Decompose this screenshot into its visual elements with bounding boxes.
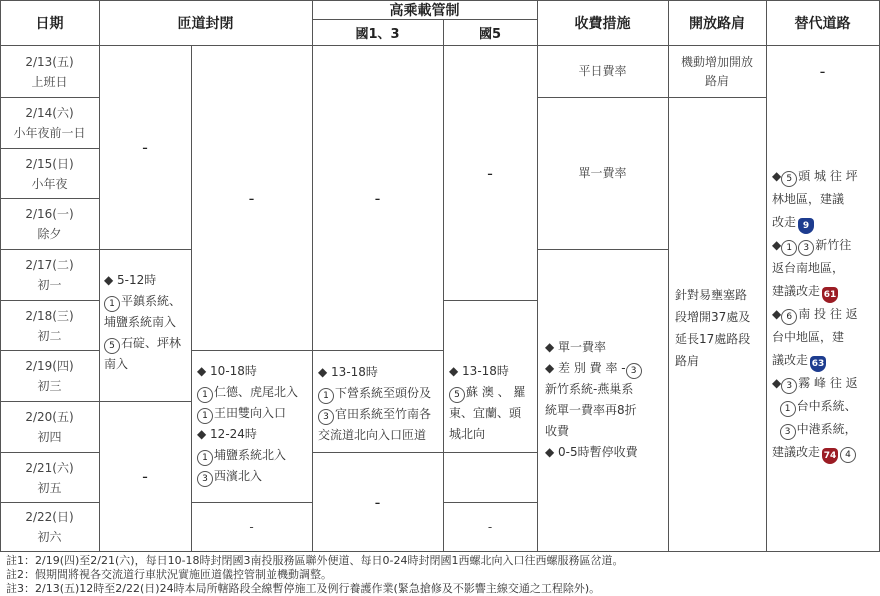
alt-text: 返台南地區， xyxy=(772,261,845,275)
table-rule xyxy=(312,350,443,351)
footnote: 註2：假期間將視各交流道行車狀況實施匝道儀控管制並機動調整。 xyxy=(6,568,332,581)
date-text: 2/17(二) xyxy=(25,258,74,272)
date-cell xyxy=(0,98,99,148)
date-cell xyxy=(0,199,99,249)
date-text: 2/19(四) xyxy=(25,359,74,373)
hov-freeway-5-none: - xyxy=(487,163,493,183)
day-label: 小年夜前一日 xyxy=(13,126,86,140)
toll-text: ◆ 單一費率 xyxy=(545,340,607,354)
date-cell xyxy=(0,250,99,300)
toll-item xyxy=(545,358,643,379)
date-text: 2/14(六) xyxy=(25,106,74,120)
shoulder-text: 路肩 xyxy=(675,354,700,368)
closure-text: 南入 xyxy=(104,357,129,371)
hov-freeway-5-none: - xyxy=(487,519,493,534)
alt-text: 新竹往 xyxy=(815,238,852,252)
closure-item xyxy=(197,445,298,466)
header-hov-freeway-5: 國5 xyxy=(478,26,502,42)
freeway-5-icon: 5 xyxy=(781,171,797,187)
date-cell xyxy=(0,351,99,401)
toll-text: 統單一費率再8折 xyxy=(545,403,637,417)
hov-time: ◆ 13-18時 xyxy=(449,364,509,378)
alt-text: 建議改走 xyxy=(772,284,821,298)
hov-item xyxy=(318,404,431,425)
alt-text: 林地區，建議 xyxy=(772,192,845,206)
shoulder-extension-block xyxy=(675,284,750,372)
toll-text: 收費 xyxy=(545,424,570,438)
table-rule xyxy=(0,551,880,552)
freeway-4-icon: 4 xyxy=(840,447,856,463)
toll-weekday-rate: 平日費率 xyxy=(578,64,627,78)
provincial-highway-9-icon: 9 xyxy=(798,218,814,234)
hov-freeway-1-3-none: - xyxy=(374,492,381,512)
alt-item xyxy=(772,441,858,464)
alt-item xyxy=(772,211,858,234)
hov-freeway-1-3-block xyxy=(318,362,431,446)
header-alternate-routes: 替代道路 xyxy=(794,15,851,32)
ramp-closure-none: - xyxy=(142,138,148,157)
freeway-3-icon: 3 xyxy=(780,424,796,440)
table-rule xyxy=(537,249,668,250)
day-label: 初一 xyxy=(37,278,62,292)
day-label: 上班日 xyxy=(31,74,68,89)
header-shoulder-opening: 開放路肩 xyxy=(689,15,745,32)
closure-text: 仁德、虎尾北入 xyxy=(214,385,299,399)
hov-time: ◆ 13-18時 xyxy=(318,365,378,379)
alt-text: 中港系統， xyxy=(796,422,857,436)
date-text: 2/13(五) xyxy=(25,54,74,69)
shoulder-text: 路肩 xyxy=(704,73,729,88)
freeway-3-icon: 3 xyxy=(318,409,334,425)
alt-route-block xyxy=(772,165,858,464)
toll-block xyxy=(545,337,643,463)
toll-text: 新竹系統-燕巢系 xyxy=(545,382,634,396)
closure-item xyxy=(104,333,181,354)
alt-text: 台中系統、 xyxy=(796,399,857,413)
closure-time: ◆ 12-24時 xyxy=(197,427,257,441)
ramp-closure-none: - xyxy=(249,519,254,534)
hov-text: 下營系統至頭份及 xyxy=(335,386,432,400)
date-cell xyxy=(0,402,99,452)
toll-single-rate: 單一費率 xyxy=(578,166,627,180)
table-rule xyxy=(443,300,537,301)
alt-item xyxy=(772,418,858,441)
footnote: 註1：2/19(四)至2/21(六)，每日10-18時封閉國3南投服務區聯外便道、每日0-24時封閉國1西螺北向入口往西螺服務區岔道。 xyxy=(6,554,624,567)
alt-item: ◆ 3 霧 峰 往 返 xyxy=(772,372,858,395)
date-cell xyxy=(0,46,99,97)
table-rule xyxy=(443,452,537,453)
hov-text: 東、宜蘭、頭 xyxy=(449,406,522,420)
alt-item: ◆ 1 3 新竹往 xyxy=(772,234,858,257)
freeway-1-icon: 1 xyxy=(197,408,213,424)
shoulder-text: 針對易壅塞路 xyxy=(675,288,748,302)
date-text: 2/21(六) xyxy=(25,460,74,475)
table-rule xyxy=(191,350,312,351)
closure-text: 王田雙向入口 xyxy=(214,406,287,420)
toll-text: ◆ 差 別 費 率 - xyxy=(545,361,626,375)
closure-time: ◆ 10-18時 xyxy=(197,364,257,378)
footnotes xyxy=(6,554,876,596)
freeway-5-icon: 5 xyxy=(104,338,120,354)
day-label: 初三 xyxy=(37,379,62,393)
day-label: 初六 xyxy=(37,530,62,544)
ramp-closure-none: - xyxy=(142,467,148,486)
freeway-5-icon: 5 xyxy=(449,387,465,403)
hov-item xyxy=(449,382,525,403)
expressway-61-icon: 61 xyxy=(822,287,838,303)
closure-item xyxy=(104,291,181,312)
hov-freeway-5-block xyxy=(449,361,525,445)
day-label: 初二 xyxy=(37,328,62,343)
provincial-highway-63-icon: 63 xyxy=(810,356,826,372)
alt-text: 建議改走 xyxy=(772,445,821,459)
closure-text: 石碇、坪林 xyxy=(121,336,182,350)
expressway-74-icon: 74 xyxy=(822,448,838,464)
date-text: 2/22(日) xyxy=(25,510,74,524)
day-label: 初五 xyxy=(37,480,62,495)
alt-text: 頭 城 往 坪 xyxy=(798,169,858,183)
freeway-1-icon: 1 xyxy=(197,450,213,466)
date-text: 2/15(日) xyxy=(25,156,74,171)
shoulder-text: 段增開37處及 xyxy=(675,310,751,324)
date-cell xyxy=(0,503,99,551)
footnote: 註3：2/13(五)12時至2/22(日)24時本局所轄路段全線暫停施工及例行養護作業(緊急搶修及不影響主線交通之工程除外)。 xyxy=(6,582,601,595)
date-text: 2/16(一) xyxy=(25,207,74,221)
closure-item xyxy=(197,466,298,487)
header-ramp-closure: 匝道封閉 xyxy=(177,15,234,32)
header-date: 日期 xyxy=(35,15,64,32)
freeway-3-icon: 3 xyxy=(781,378,797,394)
hov-text: 官田系統至竹南各 xyxy=(335,407,432,421)
alt-item: ◆ 6 南 投 往 返 xyxy=(772,303,858,326)
alt-text: 南 投 往 返 xyxy=(798,307,858,321)
closure-item xyxy=(197,403,298,424)
day-label: 初四 xyxy=(37,430,62,444)
alt-item xyxy=(772,395,858,418)
freeway-1-icon: 1 xyxy=(104,296,120,312)
freeway-6-icon: 6 xyxy=(781,309,797,325)
date-text: 2/20(五) xyxy=(25,410,74,424)
toll-text: ◆ 0-5時暫停收費 xyxy=(545,445,638,459)
closure-text: 埔鹽系統北入 xyxy=(214,448,287,462)
shoulder-text: 機動增加開放 xyxy=(680,54,753,69)
closure-text: 平鎮系統、 xyxy=(121,294,182,308)
table-rule xyxy=(668,97,766,98)
alt-item xyxy=(772,349,858,372)
day-label: 小年夜 xyxy=(31,176,68,191)
freeway-1-icon: 1 xyxy=(197,387,213,403)
shoulder-text: 延長17處路段 xyxy=(675,332,751,346)
hov-text: 交流道北向入口匝道 xyxy=(318,428,427,442)
ramp-closure-block-b xyxy=(197,361,298,487)
freeway-1-icon: 1 xyxy=(780,401,796,417)
closure-text: 埔鹽系統南入 xyxy=(104,315,177,329)
closure-text: 西濱北入 xyxy=(214,469,263,483)
alt-text: 改走 xyxy=(772,215,797,229)
freeway-1-icon: 1 xyxy=(781,240,797,256)
alt-item: ◆ 5 頭 城 往 坪 xyxy=(772,165,858,188)
freeway-3-icon: 3 xyxy=(197,471,213,487)
hov-text: 蘇 澳 、 羅 xyxy=(466,385,526,399)
freeway-3-icon: 3 xyxy=(626,363,642,379)
header-hov-control: 高乘載管制 xyxy=(389,2,460,19)
alt-text: 台中地區，建 xyxy=(772,330,845,344)
hov-freeway-1-3-none: - xyxy=(374,188,381,208)
date-text: 2/18(三) xyxy=(25,308,74,323)
freeway-3-icon: 3 xyxy=(798,240,814,256)
date-cell xyxy=(0,453,99,502)
header-hov-freeway-1-3: 國1、3 xyxy=(355,26,400,42)
alt-text: 霧 峰 往 返 xyxy=(798,376,858,390)
hov-text: 城北向 xyxy=(449,427,486,441)
hov-item xyxy=(318,383,431,404)
closure-item xyxy=(197,382,298,403)
alt-item xyxy=(772,280,858,303)
day-label: 除夕 xyxy=(37,227,62,241)
shoulder-dynamic xyxy=(668,46,766,97)
ramp-closure-none: - xyxy=(248,188,255,208)
alt-route-none: - xyxy=(819,62,826,81)
freeway-1-icon: 1 xyxy=(318,388,334,404)
alt-text: 議改走 xyxy=(772,353,809,367)
ramp-closure-block-a xyxy=(104,270,181,375)
date-cell xyxy=(0,149,99,198)
date-cell xyxy=(0,301,99,350)
header-toll-measures: 收費措施 xyxy=(574,15,631,32)
closure-time: ◆ 5-12時 xyxy=(104,273,157,287)
